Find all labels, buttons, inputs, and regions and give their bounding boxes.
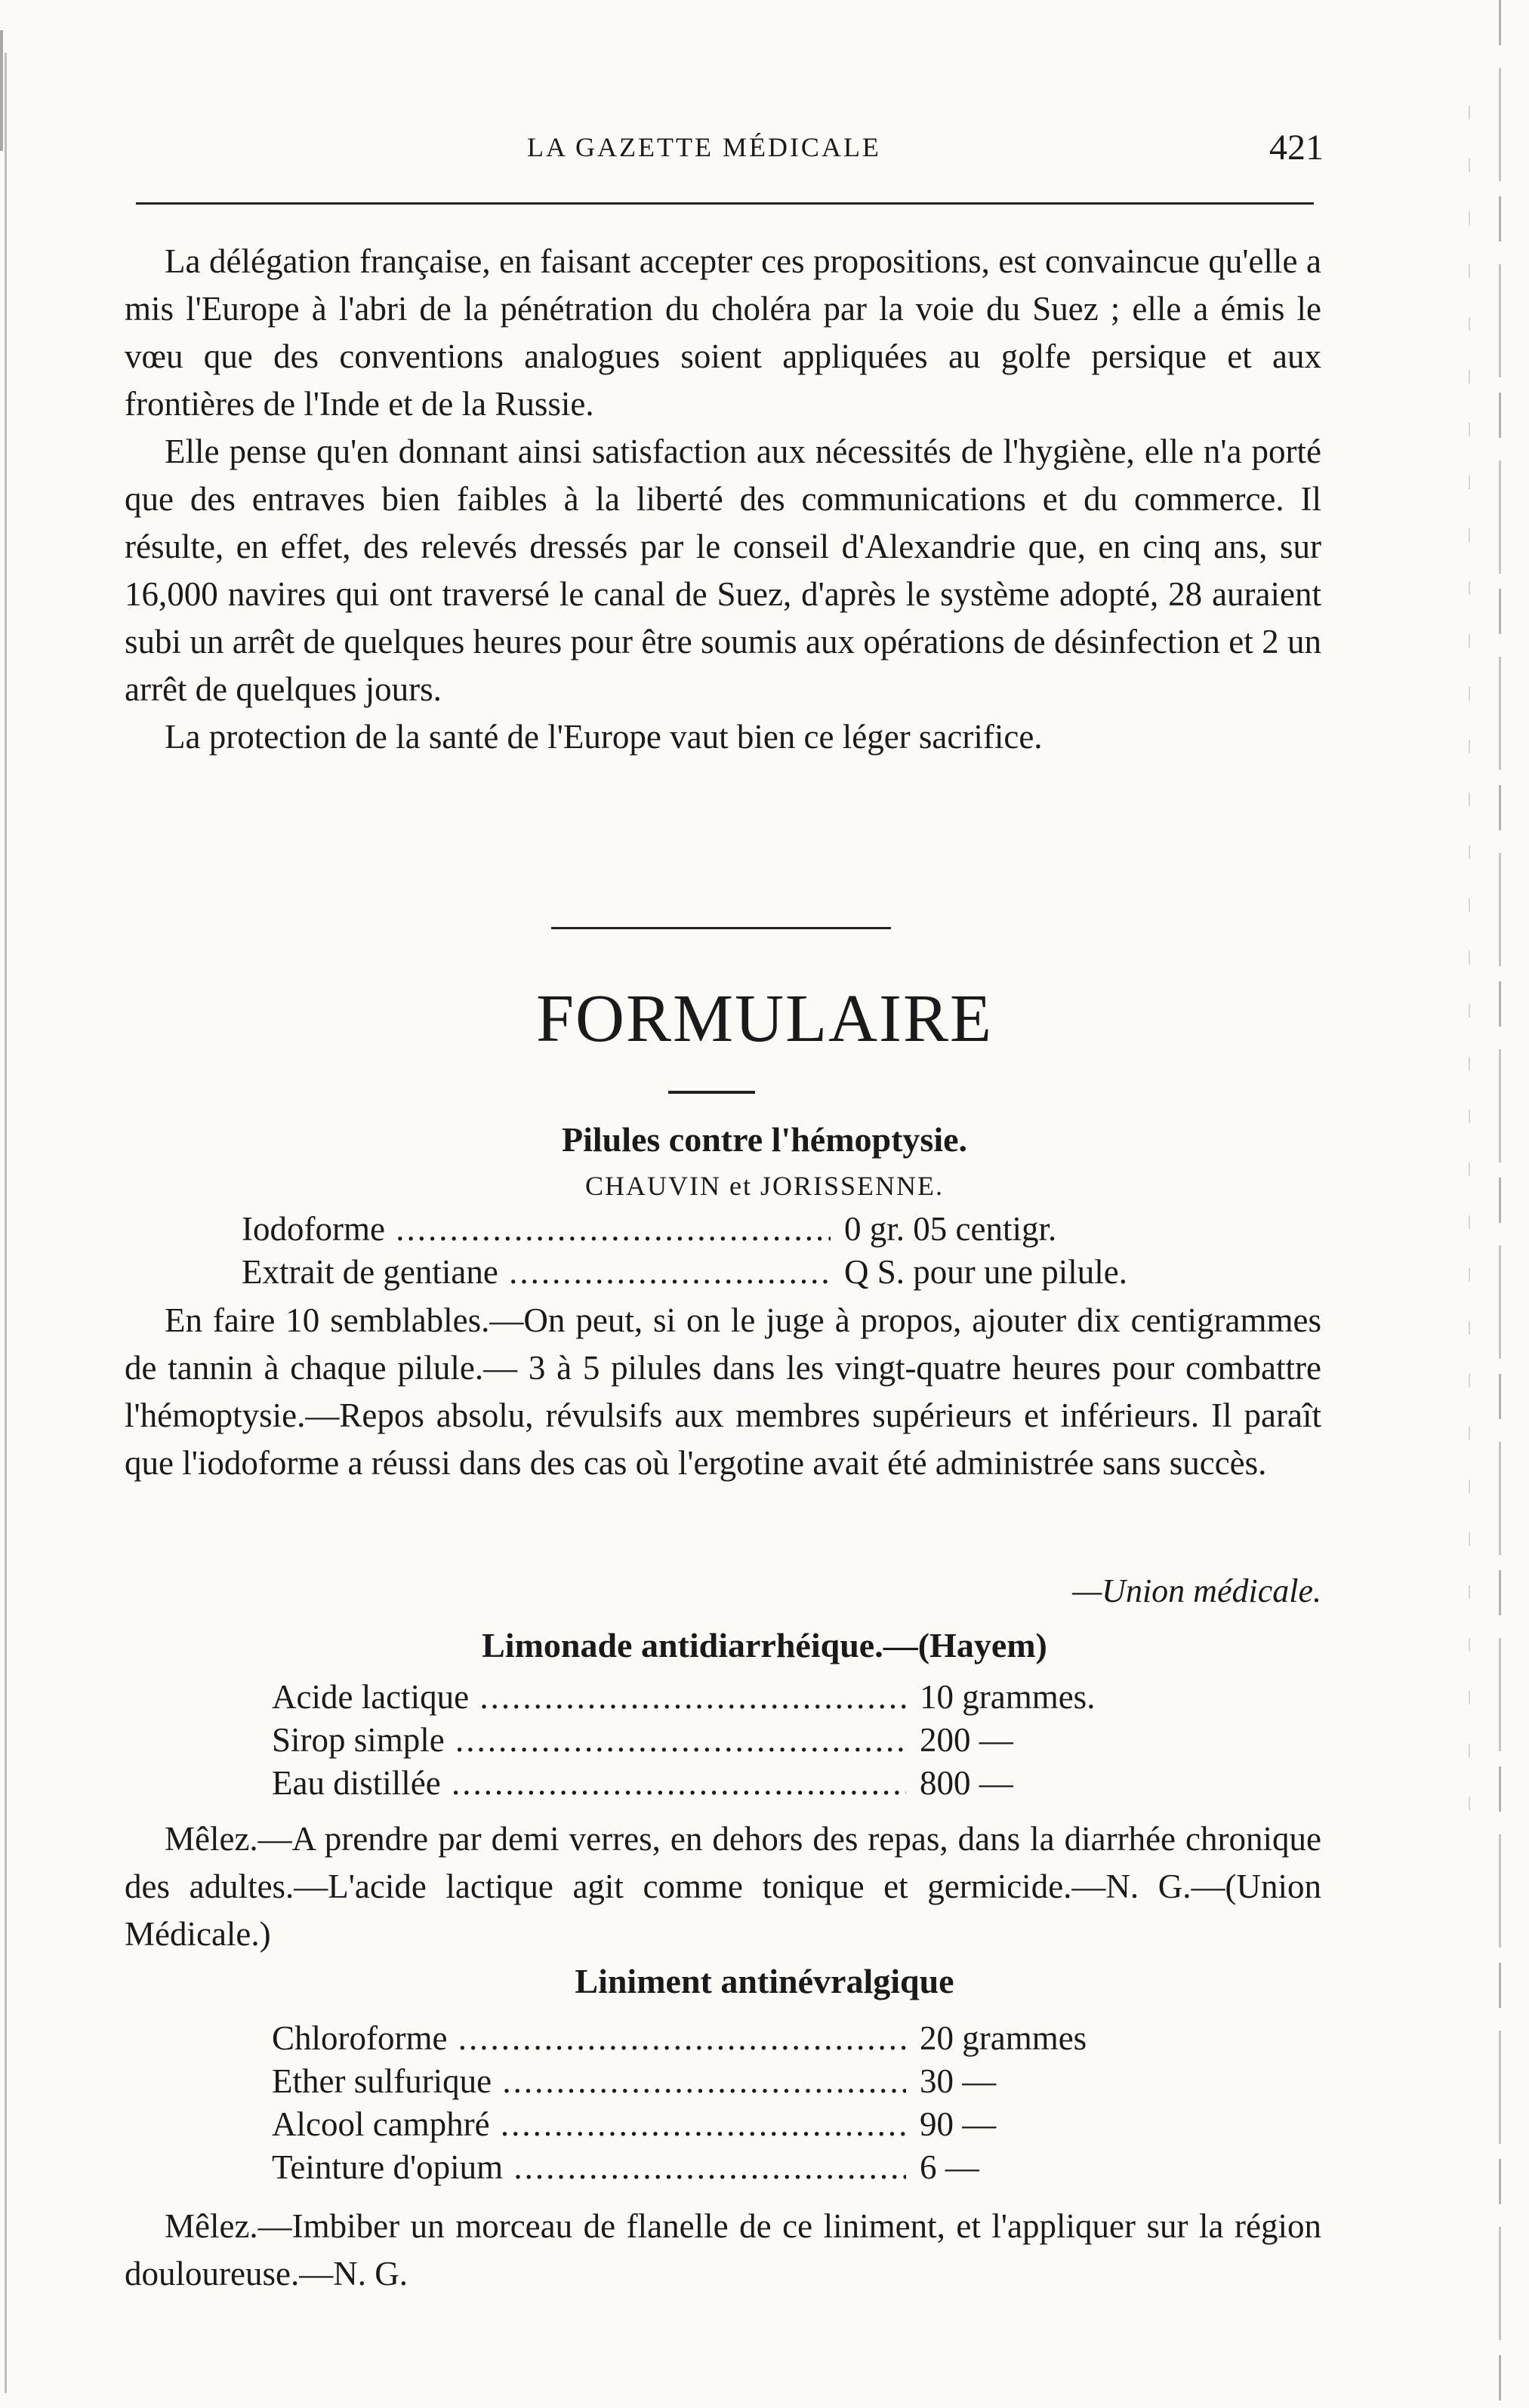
ingredient-name: Alcool camphré ..... bbox=[272, 2103, 906, 2146]
ingredient-name: Ether sulfurique ..... bbox=[272, 2060, 906, 2103]
ingredient-quantity: 90 — bbox=[920, 2105, 997, 2143]
ingredient-name: Sirop simple ..... bbox=[272, 1719, 906, 1762]
page-number: 421 bbox=[1269, 128, 1324, 168]
ingredient-quantity: Q S. pour une pilule. bbox=[844, 1253, 1127, 1291]
ingredient-list bbox=[272, 2017, 1253, 2189]
ingredient-quantity: 200 — bbox=[920, 1721, 1013, 1759]
ingredient-row bbox=[272, 2146, 1253, 2189]
paragraph: La protection de la santé de l'Europe vaut bien ce léger sacrifice. bbox=[165, 718, 1043, 756]
ingredient-list bbox=[242, 1208, 1246, 1294]
ingredient-name: Acide lactique ..... bbox=[272, 1676, 906, 1719]
ingredient-quantity: 10 grammes. bbox=[920, 1678, 1096, 1716]
ingredient-quantity: 0 gr. 05 centigr. bbox=[844, 1210, 1057, 1248]
section-divider bbox=[551, 927, 891, 929]
running-title: LA GAZETTE MÉDICALE bbox=[527, 132, 881, 162]
recipe-instructions bbox=[125, 1815, 1321, 1958]
scan-edge-mark bbox=[0, 30, 3, 151]
recipe-instructions bbox=[125, 1297, 1321, 1487]
paragraph: Mêlez.—Imbiber un morceau de flanelle de ce liniment, et l'appliquer sur la région douloureuse.—N. G. bbox=[125, 2207, 1321, 2293]
scan-edge-artifact bbox=[1469, 106, 1470, 1842]
page-header bbox=[127, 127, 1324, 172]
ingredient-name: Extrait de gentiane ..... bbox=[242, 1251, 831, 1294]
ingredient-name: Iodoforme ..... bbox=[242, 1208, 831, 1251]
paragraph: Elle pense qu'en donnant ainsi satisfaction aux nécessités de l'hygiène, elle n'a porté que des entraves bien faibles à la liberté des communications et du commerce. Il résulte, en effet, des relevés dressés par le conseil d'Alexandrie que, en cinq ans, sur 16,000 navires qui ont traversé le canal de Suez, d'après le système adopté, 28 auraient subi un arrêt de quelques heures pour être soumis aux opérations de désinfection et 2 un arrêt de quelques jours. bbox=[125, 433, 1321, 708]
paragraph: En faire 10 semblables.—On peut, si on le juge à propos, ajouter dix centigrammes de tannin à chaque pilule.— 3 à 5 pilules dans les vingt-quatre heures pour combattre l'hémoptysie.—Repos absolu, révulsifs aux membres supérieurs et inférieurs. Il paraît que l'iodoforme a réussi dans des cas où l'ergotine avait été administrée sans succès. bbox=[125, 1301, 1321, 1482]
ingredient-quantity: 30 — bbox=[920, 2062, 997, 2100]
recipe-source: —Union médicale. bbox=[1072, 1572, 1321, 1609]
recipe-authors: CHAUVIN et JORISSENNE. bbox=[585, 1171, 944, 1201]
ingredient-row bbox=[242, 1251, 1246, 1294]
recipe-title: Liniment antinévralgique bbox=[575, 1962, 954, 2000]
header-rule bbox=[136, 202, 1314, 205]
ingredient-list bbox=[272, 1676, 1253, 1805]
section-title: FORMULAIRE bbox=[535, 981, 994, 1056]
ingredient-quantity: 20 grammes bbox=[920, 2019, 1087, 2057]
ingredient-name: Chloroforme ..... bbox=[272, 2017, 906, 2060]
recipe-title: Limonade antidiarrhéique.—(Hayem) bbox=[482, 1626, 1047, 1664]
ingredient-name: Eau distillée ..... bbox=[272, 1762, 906, 1805]
ingredient-quantity: 800 — bbox=[920, 1764, 1013, 1802]
ingredient-row bbox=[272, 1676, 1253, 1719]
paragraph: La délégation française, en faisant accepter ces propositions, est convaincue qu'elle a mis l'Europe à l'abri de la pénétration du choléra par la voie du Suez ; elle a émis le vœu que des conventions analogues soient appliquées au golfe persique et aux frontières de l'Inde et de la Russie. bbox=[125, 242, 1321, 423]
recipe-instructions bbox=[125, 2203, 1321, 2298]
recipe-title: Pilules contre l'hémoptysie. bbox=[561, 1120, 968, 1159]
scan-edge-left bbox=[5, 53, 7, 2393]
ingredient-row bbox=[242, 1208, 1246, 1251]
ingredient-name: Teinture d'opium ..... bbox=[272, 2146, 906, 2189]
paragraph: Mêlez.—A prendre par demi verres, en dehors des repas, dans la diarrhée chronique des adultes.—L'acide lactique agit comme tonique et germicide.—N. G.—(Union Médicale.) bbox=[125, 1820, 1321, 1953]
ingredient-row bbox=[272, 2103, 1253, 2146]
scan-edge-right bbox=[1499, 0, 1501, 2408]
intro-text bbox=[125, 238, 1321, 761]
title-underline bbox=[668, 1091, 755, 1094]
ingredient-quantity: 6 — bbox=[920, 2148, 979, 2186]
ingredient-row bbox=[272, 1719, 1253, 1762]
ingredient-row bbox=[272, 1762, 1253, 1805]
ingredient-row bbox=[272, 2017, 1253, 2060]
ingredient-row bbox=[272, 2060, 1253, 2103]
